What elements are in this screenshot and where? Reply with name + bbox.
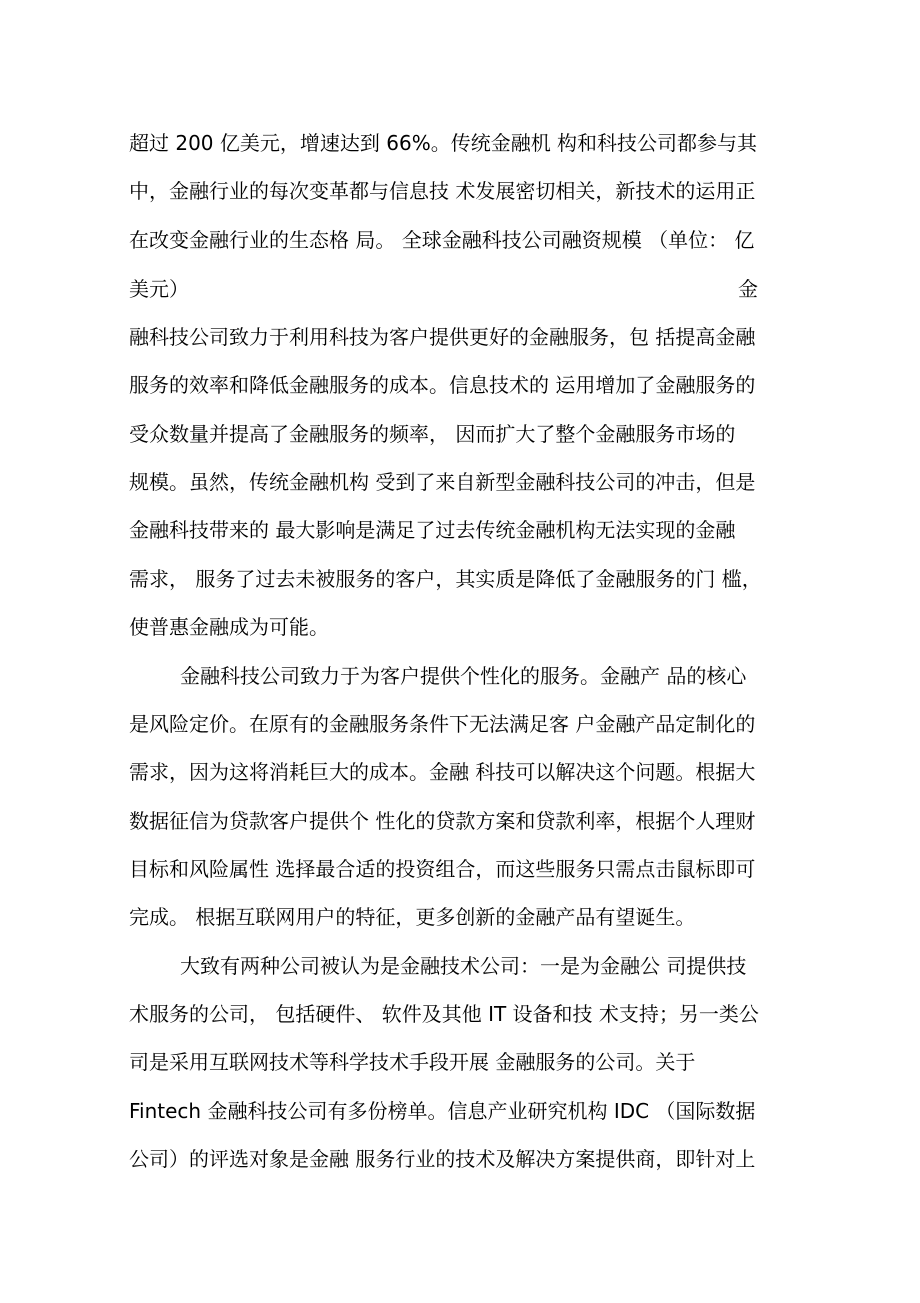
text-line: 术服务的公司， 包括硬件、 软件及其他 IT 设备和技 术支持；另一类公	[129, 1002, 759, 1026]
text-line: 中，金融行业的每次变革都与信息技 术发展密切相关，新技术的运用正	[129, 179, 756, 203]
text-line: 目标和风险属性 选择最合适的投资组合，而这些服务只需点击鼠标即可	[129, 857, 756, 881]
text-line: Fintech 金融科技公司有多份榜单。信息产业研究机构 IDC （国际数据	[129, 1099, 756, 1123]
text-line: 美元）	[129, 277, 189, 301]
paragraph-first-line: 大致有两种公司被认为是金融技术公司：一是为金融公 司提供技	[180, 954, 747, 978]
text-line: 是风险定价。在原有的金融服务条件下无法满足客 户金融产品定制化的	[129, 712, 756, 736]
text-line: 需求，因为这将消耗巨大的成本。金融 科技可以解决这个问题。根据大	[129, 760, 756, 784]
text-fragment: 金	[738, 277, 758, 301]
text-line: 规模。虽然，传统金融机构 受到了来自新型金融科技公司的冲击，但是	[129, 470, 756, 494]
text-line: 需求， 服务了过去未被服务的客户，其实质是降低了金融服务的门 槛，	[129, 567, 762, 591]
text-line: 在改变金融行业的生态格 局。 全球金融科技公司融资规模 （单位： 亿	[129, 228, 755, 252]
text-line: 公司）的评选对象是金融 服务行业的技术及解决方案提供商，即针对上	[129, 1147, 756, 1171]
text-line: 金融科技带来的 最大影响是满足了过去传统金融机构无法实现的金融	[129, 518, 736, 542]
text-line: 融科技公司致力于利用科技为客户提供更好的金融服务，包 括提高金融	[129, 325, 756, 349]
text-line: 超过 200 亿美元，增速达到 66%。传统金融机 构和科技公司都参与其	[129, 131, 758, 155]
text-line: 服务的效率和降低金融服务的成本。信息技术的 运用增加了金融服务的	[129, 373, 756, 397]
paragraph-first-line: 金融科技公司致力于为客户提供个性化的服务。金融产 品的核心	[180, 664, 747, 688]
text-line: 受众数量并提高了金融服务的频率， 因而扩大了整个金融服务市场的	[129, 422, 736, 446]
text-line: 使普惠金融成为可能。	[129, 615, 329, 639]
text-line: 司是采用互联网技术等科学技术手段开展 金融服务的公司。关于	[129, 1050, 696, 1074]
text-line: 完成。 根据互联网用户的特征，更多创新的金融产品有望诞生。	[129, 905, 696, 929]
text-line: 数据征信为贷款客户提供个 性化的贷款方案和贷款利率，根据个人理财	[129, 809, 756, 833]
